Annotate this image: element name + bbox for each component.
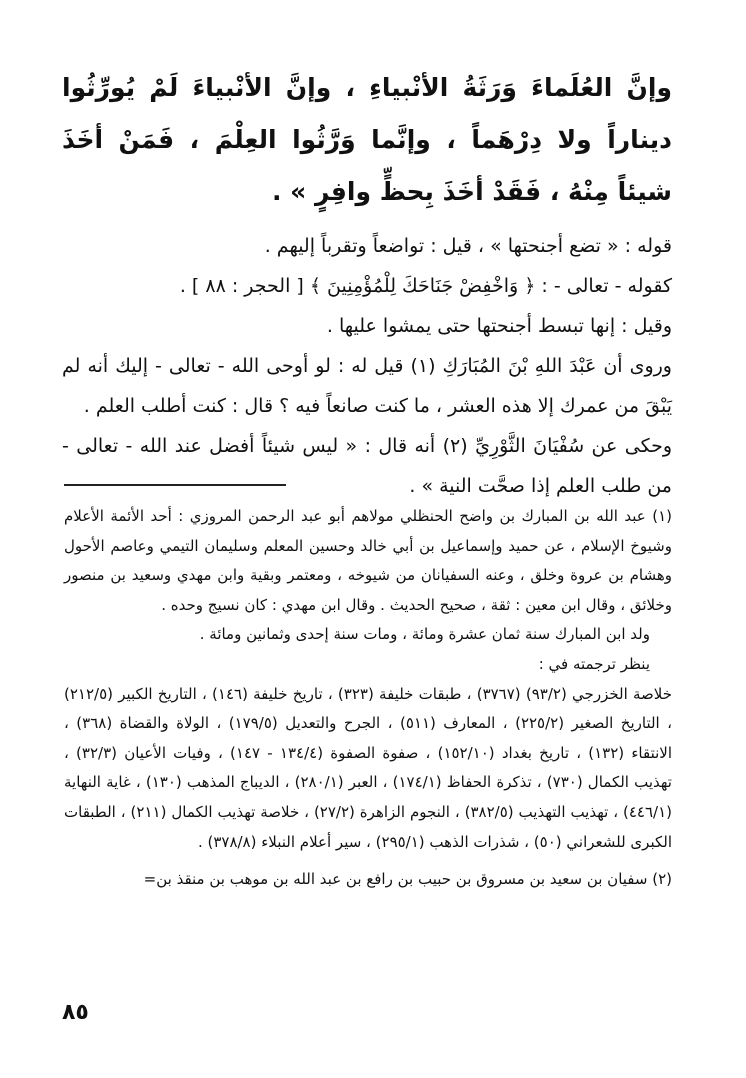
- paragraph-sufyan: وحكى عن سُفْيَانَ الثَّوْرِيِّ (٢) أنه قال : « ليس شيئاً أفضل عند الله - تعالى - من طلب العلم إذا صحَّت النية » .: [62, 435, 672, 497]
- footnote-1: (١) عبد الله بن المبارك بن واضح الحنظلي مولاهم أبو عبد الرحمن المروزي : أحد الأئمة الأعلام وشيوخ الإسلام ، عن حميد وإسماعيل بن أبي خالد وحسين المعلم وسليمان التيمي وعاصم الأحول وهشام بن عروة وخلق ، وعنه السفيانان من شيوخه ، ومعتمر وبقية وابن مهدي وسعيد بن منصور وخلائق ، وقال ابن معين : ثقة ، صحيح الحديث . وقال ابن مهدي : كان نسيج وحده .: [64, 507, 672, 614]
- footnote-1-references: خلاصة الخزرجي (٩٣/٢) (٣٧٦٧) ، طبقات خليفة (٣٢٣) ، تاريخ خليفة (١٤٦) ، التاريخ الكبير (٢١٢/٥) ، التاريخ الصغير (٢٢٥/٢) ، المعارف (٥١١) ، الجرح والتعديل (١٧٩/٥) ، الولاة والقضاة (٣٦٨) ، الانتقاء (١٣٢) ، تاريخ بغداد (١٥٢/١٠) ، صفوة الصفوة (١٣٤/٤ - ١٤٧) ، وفيات الأعيان (٣٢/٣) ، تهذيب الكمال (٧٣٠) ، تذكرة الحفاظ (١٧٤/١) ، العبر (٢٨٠/١) ، الديباج المذهب (١٣٠) ، غاية النهاية (٤٤٦/١) ، تهذيب التهذيب (٣٨٢/٥) ، النجوم الزاهرة (٢٧/٢) ، خلاصة تهذيب الكمال (٢١١) ، الطبقات الكبرى للشعراني (٥٠) ، شذرات الذهب (٢٩٥/١) ، سير أعلام النبلاء (٣٧٨/٨) .: [64, 684, 673, 851]
- page-number: ٨٥: [62, 1000, 89, 1025]
- paragraph-ibn-mubarak: وروى أن عَبْدَ اللهِ بْنَ المُبَارَكِ (١) قيل له : لو أوحى الله - تعالى - إليك أنه لم يَبْقَ من عمرك إلا هذه العشر ، ما كنت صانعاً فيه ؟ قال : كنت أطلب العلم .: [62, 355, 672, 417]
- paragraph-quran-verse: كقوله - تعالى - : ﴿ وَاخْفِضْ جَنَاحَكَ لِلْمُؤْمِنِينَ ﴾ [ الحجر : ٨٨ ] .: [179, 275, 672, 297]
- footnote-2: (٢) سفيان بن سعيد بن مسروق بن حبيب بن رافع بن عبد الله بن موهب بن منقذ بن=: [143, 870, 672, 889]
- paragraph-spread-wings: وقيل : إنها تبسط أجنحتها حتى يمشوا عليها .: [326, 315, 672, 337]
- paragraph-wings: قوله : « تضع أجنحتها » ، قيل : تواضعاً وتقرباً إليهم .: [264, 235, 672, 257]
- hadith-text: وإنَّ العُلَماءَ وَرَثَةُ الأنْبياءِ ، وإنَّ الأنْبياءَ لَمْ يُورِّثُوا ديناراً ولا دِرْهَماً ، وإنَّما وَرَّثُوا العِلْمَ ، فَمَنْ أخَذَ شيئاً مِنْهُ ، فَقَدْ أخَذَ بِحظٍّ وافِرٍ » .: [62, 73, 672, 206]
- footnote-1-birth: ولد ابن المبارك سنة ثمان عشرة ومائة ، ومات سنة إحدى وثمانين ومائة .: [199, 625, 650, 644]
- footnotes: [64, 502, 672, 895]
- main-text: [62, 62, 672, 506]
- footnote-1-refs-intro: ينظر ترجمته في :: [538, 654, 650, 673]
- footnote-divider: [64, 484, 286, 486]
